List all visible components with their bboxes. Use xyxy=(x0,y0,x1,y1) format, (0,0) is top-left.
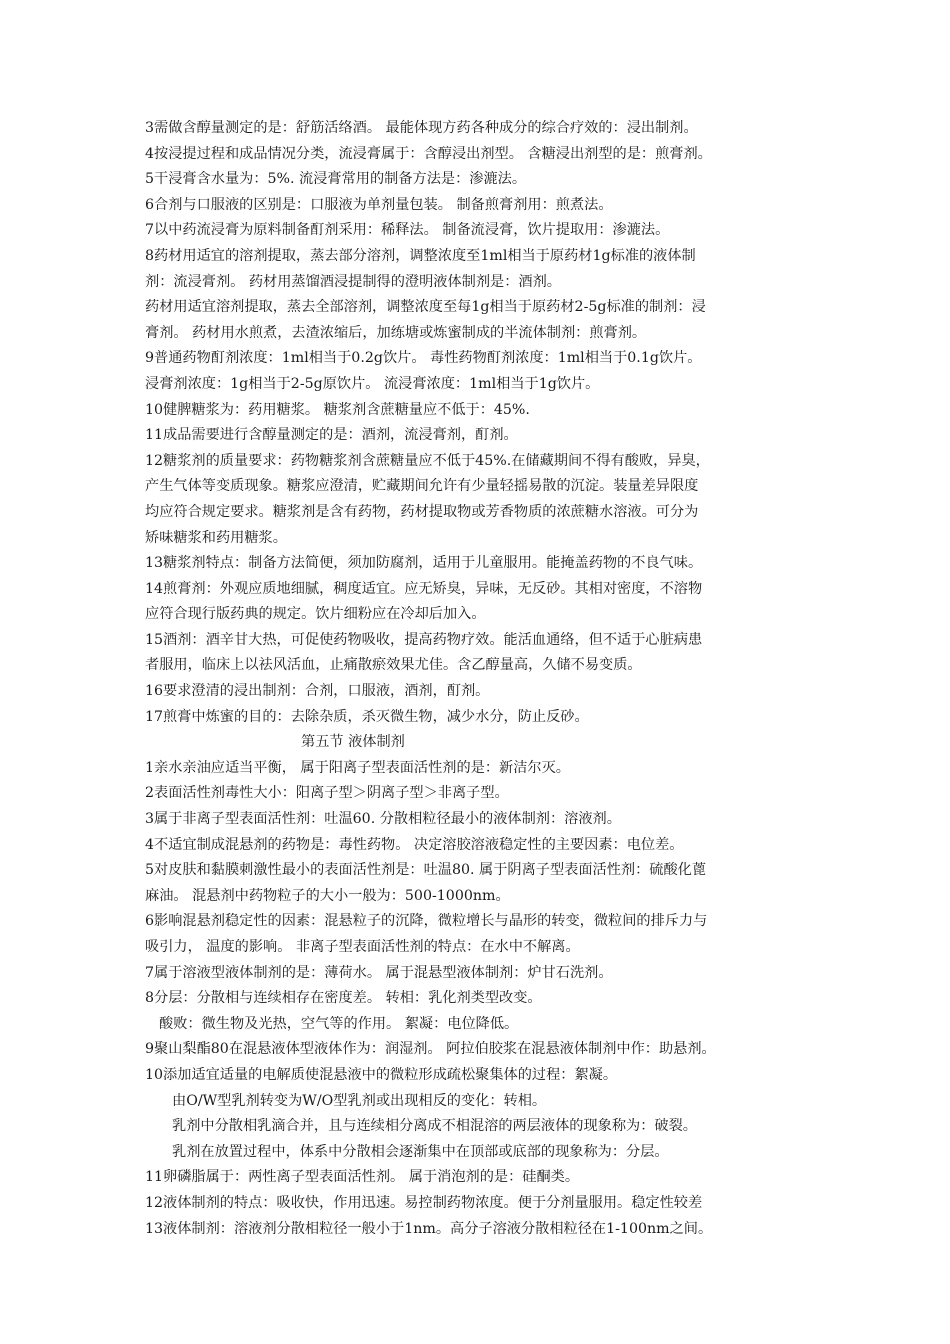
document-body xyxy=(145,116,815,1242)
text-line: 16要求澄清的浸出制剂：合剂，口服液，酒剂，酊剂。 xyxy=(145,683,490,700)
text-line: 7以中药流浸膏为原料制备酊剂采用：稀释法。 制备流浸膏，饮片提取用：渗漉法。 xyxy=(145,222,670,239)
text-line: 6影响混悬剂稳定性的因素：混悬粒子的沉降，微粒增长与晶形的转变，微粒间的排斥力与 xyxy=(145,913,708,930)
text-line: 吸引力， 温度的影响。 非离子型表面活性剂的特点：在水中不解离。 xyxy=(145,939,580,955)
text-line: 麻油。 混悬剂中药物粒子的大小一般为：500-1000nm。 xyxy=(145,887,510,904)
text-line: 13液体制剂：溶液剂分散相粒径一般小于1nm。高分子溶液分散相粒径在1-100nm之间。 xyxy=(145,1220,713,1237)
text-line: 8分层：分散相与连续相存在密度差。 转相：乳化剂类型改变。 xyxy=(145,990,542,1007)
text-line: 剂：流浸膏剂。 药材用蒸馏酒浸提制得的澄明液体制剂是：酒剂。 xyxy=(145,273,561,290)
text-line: 11卵磷脂属于：两性离子型表面活性剂。 属于消泡剂的是：硅酮类。 xyxy=(145,1169,580,1186)
text-line-indented: 由O/W型乳剂转变为W/O型乳剂或出现相反的变化：转相。 xyxy=(172,1092,547,1109)
text-line: 1亲水亲油应适当平衡， 属于阳离子型表面活性剂的是：新洁尔灭。 xyxy=(145,759,570,776)
text-line: 浸膏剂浓度：1g相当于2-5g原饮片。 流浸膏浓度：1ml相当于1g饮片。 xyxy=(145,375,600,392)
section-heading: 第五节 液体制剂 xyxy=(301,734,405,751)
text-line: 均应符合规定要求。糖浆剂是含有药物，药材提取物或芳香物质的浓蔗糖水溶液。可分为 xyxy=(145,503,699,520)
text-line: 矫味糖浆和药用糖浆。 xyxy=(145,529,287,546)
text-line: 13糖浆剂特点：制备方法简便，须加防腐剂，适用于儿童服用。能掩盖药物的不良气味。 xyxy=(145,555,703,572)
text-line: 5对皮肤和黏膜刺激性最小的表面活性剂是：吐温80. 属于阴离子型表面活性剂：硫酸化蓖 xyxy=(145,862,707,879)
text-line: 药材用适宜溶剂提取，蒸去全部溶剂，调整浓度至每1g相当于原药材2-5g标准的制剂：浸 xyxy=(145,299,706,316)
text-line-indented: 酸败：微生物及光热，空气等的作用。 絮凝：电位降低。 xyxy=(159,1015,519,1032)
text-line: 者服用，临床上以祛风活血，止痛散瘀效果尤佳。含乙醇量高，久储不易变质。 xyxy=(145,657,642,674)
text-line: 7属于溶液型液体制剂的是：薄荷水。 属于混悬型液体制剂：炉甘石洗剂。 xyxy=(145,964,613,981)
text-line: 10健脾糖浆为：药用糖浆。 糖浆剂含蔗糖量应不低于：45%. xyxy=(145,401,530,418)
text-line: 14煎膏剂：外观应质地细腻，稠度适宜。应无矫臭，异味，无反砂。其相对密度，不溶物 xyxy=(145,580,703,597)
text-line: 15酒剂：酒辛甘大热，可促使药物吸收，提高药物疗效。能活血通络，但不适于心脏病患 xyxy=(145,631,703,648)
text-line: 应符合现行版药典的规定。饮片细粉应在冷却后加入。 xyxy=(145,606,486,623)
text-line: 4不适宜制成混悬剂的药物是：毒性药物。 决定溶胶溶液稳定性的主要因素：电位差。 xyxy=(145,836,684,853)
text-line: 6合剂与口服液的区别是：口服液为单剂量包装。 制备煎膏剂用：煎煮法。 xyxy=(145,196,613,213)
text-line: 17煎膏中炼蜜的目的：去除杂质，杀灭微生物，减少水分，防止反砂。 xyxy=(145,708,589,725)
text-line: 9聚山梨酯80在混悬液体型液体作为：润湿剂。 阿拉伯胶浆在混悬液体制剂中作：助悬剂。 xyxy=(145,1041,716,1058)
text-line: 10添加适宜适量的电解质使混悬液中的微粒形成疏松聚集体的过程：絮凝。 xyxy=(145,1066,618,1083)
text-line: 9普通药物酊剂浓度：1ml相当于0.2g饮片。 毒性药物酊剂浓度：1ml相当于0.1g饮片。 xyxy=(145,350,702,367)
text-line: 膏剂。 药材用水煎煮，去渣浓缩后，加练塘或炼蜜制成的半流体制剂：煎膏剂。 xyxy=(145,324,647,341)
text-line: 12糖浆剂的质量要求：药物糖浆剂含蔗糖量应不低于45%.在储藏期间不得有酸败，异臭， xyxy=(145,452,710,469)
text-line-indented: 乳剂在放置过程中，体系中分散相会逐渐集中在顶部或底部的现象称为：分层。 xyxy=(172,1143,669,1160)
text-line: 2表面活性剂毒性大小：阳离子型＞阴离子型＞非离子型。 xyxy=(145,785,509,802)
text-line: 产生气体等变质现象。糖浆应澄清，贮藏期间允许有少量轻摇易散的沉淀。装量差异限度 xyxy=(145,478,699,495)
text-line-indented: 乳剂中分散相乳滴合并，且与连续相分离成不相混溶的两层液体的现象称为：破裂。 xyxy=(172,1118,697,1135)
text-line: 4按浸提过程和成品情况分类，流浸膏属于：含醇浸出剂型。 含糖浸出剂型的是：煎膏剂。 xyxy=(145,145,712,162)
text-line: 8药材用适宜的溶剂提取，蒸去部分溶剂，调整浓度至1ml相当于原药材1g标准的液体制 xyxy=(145,247,696,264)
text-line: 3属于非离子型表面活性剂：吐温60. 分散相粒径最小的液体制剂：溶液剂。 xyxy=(145,811,621,828)
text-line: 12液体制剂的特点：吸收快，作用迅速。易控制药物浓度。便于分剂量服用。稳定性较差 xyxy=(145,1194,703,1211)
text-line: 11成品需要进行含醇量测定的是：酒剂，流浸膏剂，酊剂。 xyxy=(145,427,518,444)
text-line: 5干浸膏含水量为：5%. 流浸膏常用的制备方法是：渗漉法。 xyxy=(145,171,527,188)
text-line: 3需做含醇量测定的是：舒筋活络酒。 最能体现方药各种成分的综合疗效的：浸出制剂。 xyxy=(145,120,698,136)
